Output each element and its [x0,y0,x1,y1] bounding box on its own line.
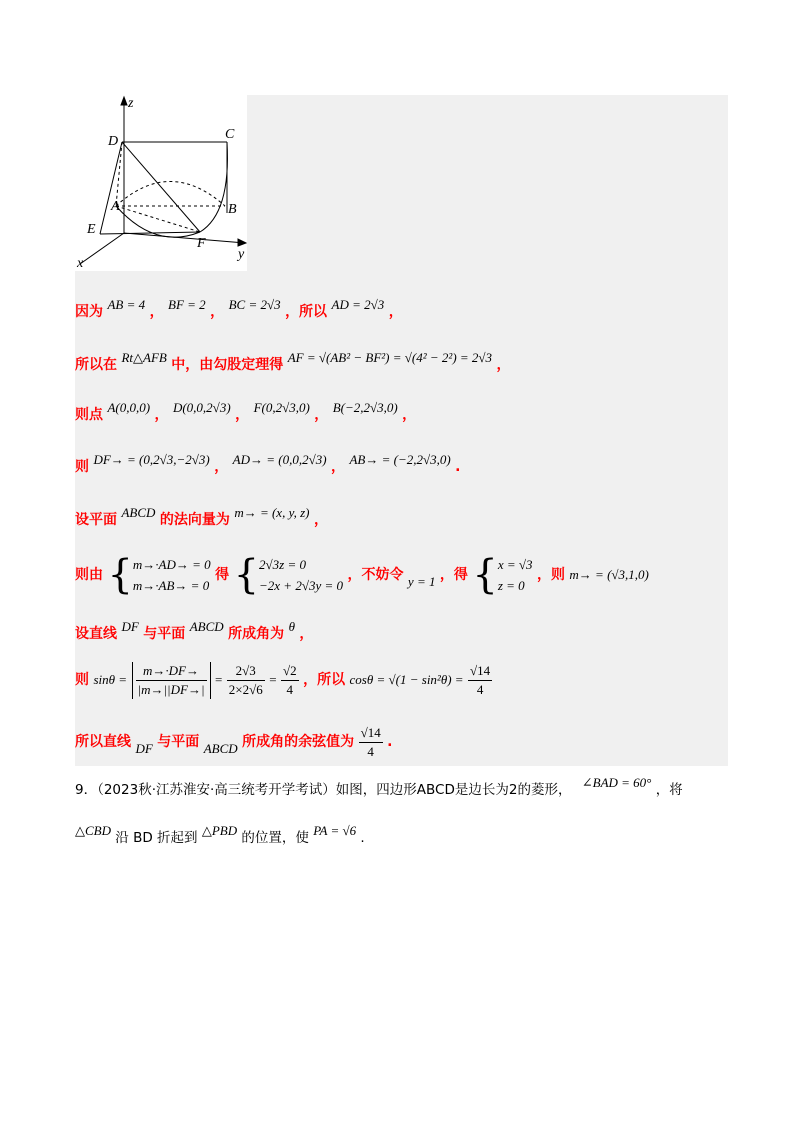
label-A: A [111,199,120,214]
solution-line-4: 则 DF→ = (0,2√3,−2√3) ， AD→ = (0,0,2√3) ， AB→ = (−2,2√3,0) . [75,452,461,475]
solution-line-3: 则点 A(0,0,0) ， D(0,0,2√3) ， F(0,2√3,0) ， B(−2,2√3,0) ， [75,400,417,423]
system-2: 2√3z = 0 −2x + 2√3y = 0 [259,557,344,593]
label-C: C [225,127,235,142]
label-D: D [108,134,119,149]
solution-line-6: 则由 { m→·AD→ = 0 m→·AB→ = 0 得 { 2√3z = 0 −2x + 2√3y = 0 ，不妨令 y = 1 ，得 { x = √3 z = 0 ，则 m→ = (√3,1,0) [75,552,649,598]
label-E: E [87,222,96,237]
solution-line-5: 设平面 ABCD 的法向量为 m→ = (x, y, z) ， [75,505,328,528]
solution-line-1: 因为 AB = 4 ， BF = 2 ， BC = 2√3 ，所以 AD = 2√3 ， [75,297,403,320]
system-1: m→·AD→ = 0 m→·AB→ = 0 [132,557,211,593]
solution-line-2: 所以在 Rt△AFB 中，由勾股定理得 AF = √(AB² − BF²) = √(4² − 2²) = 2√3 ， [75,350,511,373]
question-9-line-1: 9．（2023秋·江苏淮安·高三统考开学考试）如图，四边形ABCD是边长为2的菱形， ∠BAD = 60° ，将 [75,775,683,798]
label-B: B [228,202,237,217]
question-9-line-2: △CBD 沿 BD 折起到 △PBD 的位置，使 PA = √6 . [75,823,365,846]
label-z: z [128,96,134,111]
label-y: y [238,247,245,262]
solution-line-7: 设直线 DF 与平面 ABCD 所成角为 θ ， [75,619,314,642]
geometry-figure [75,95,247,271]
solution-line-9: 所以直线 DF 与平面 ABCD 所成角的余弦值为 $\frac{√14}{4}$ . [75,724,393,759]
solution-line-8: 则 sinθ = $\frac{m\to\cdot DF\to}{|m\to||DF\to|}$ = $\frac{2√3}{2\times 2√6}$ = $\frac{√2}{4}$ ，所以 cosθ = √(1 − sin²θ) = $\frac{√14}{4}$ [75,662,491,697]
system-3: x = √3 z = 0 [497,557,533,593]
label-F: F [197,236,206,251]
label-x: x [77,256,84,271]
geometry-diagram [75,95,247,271]
